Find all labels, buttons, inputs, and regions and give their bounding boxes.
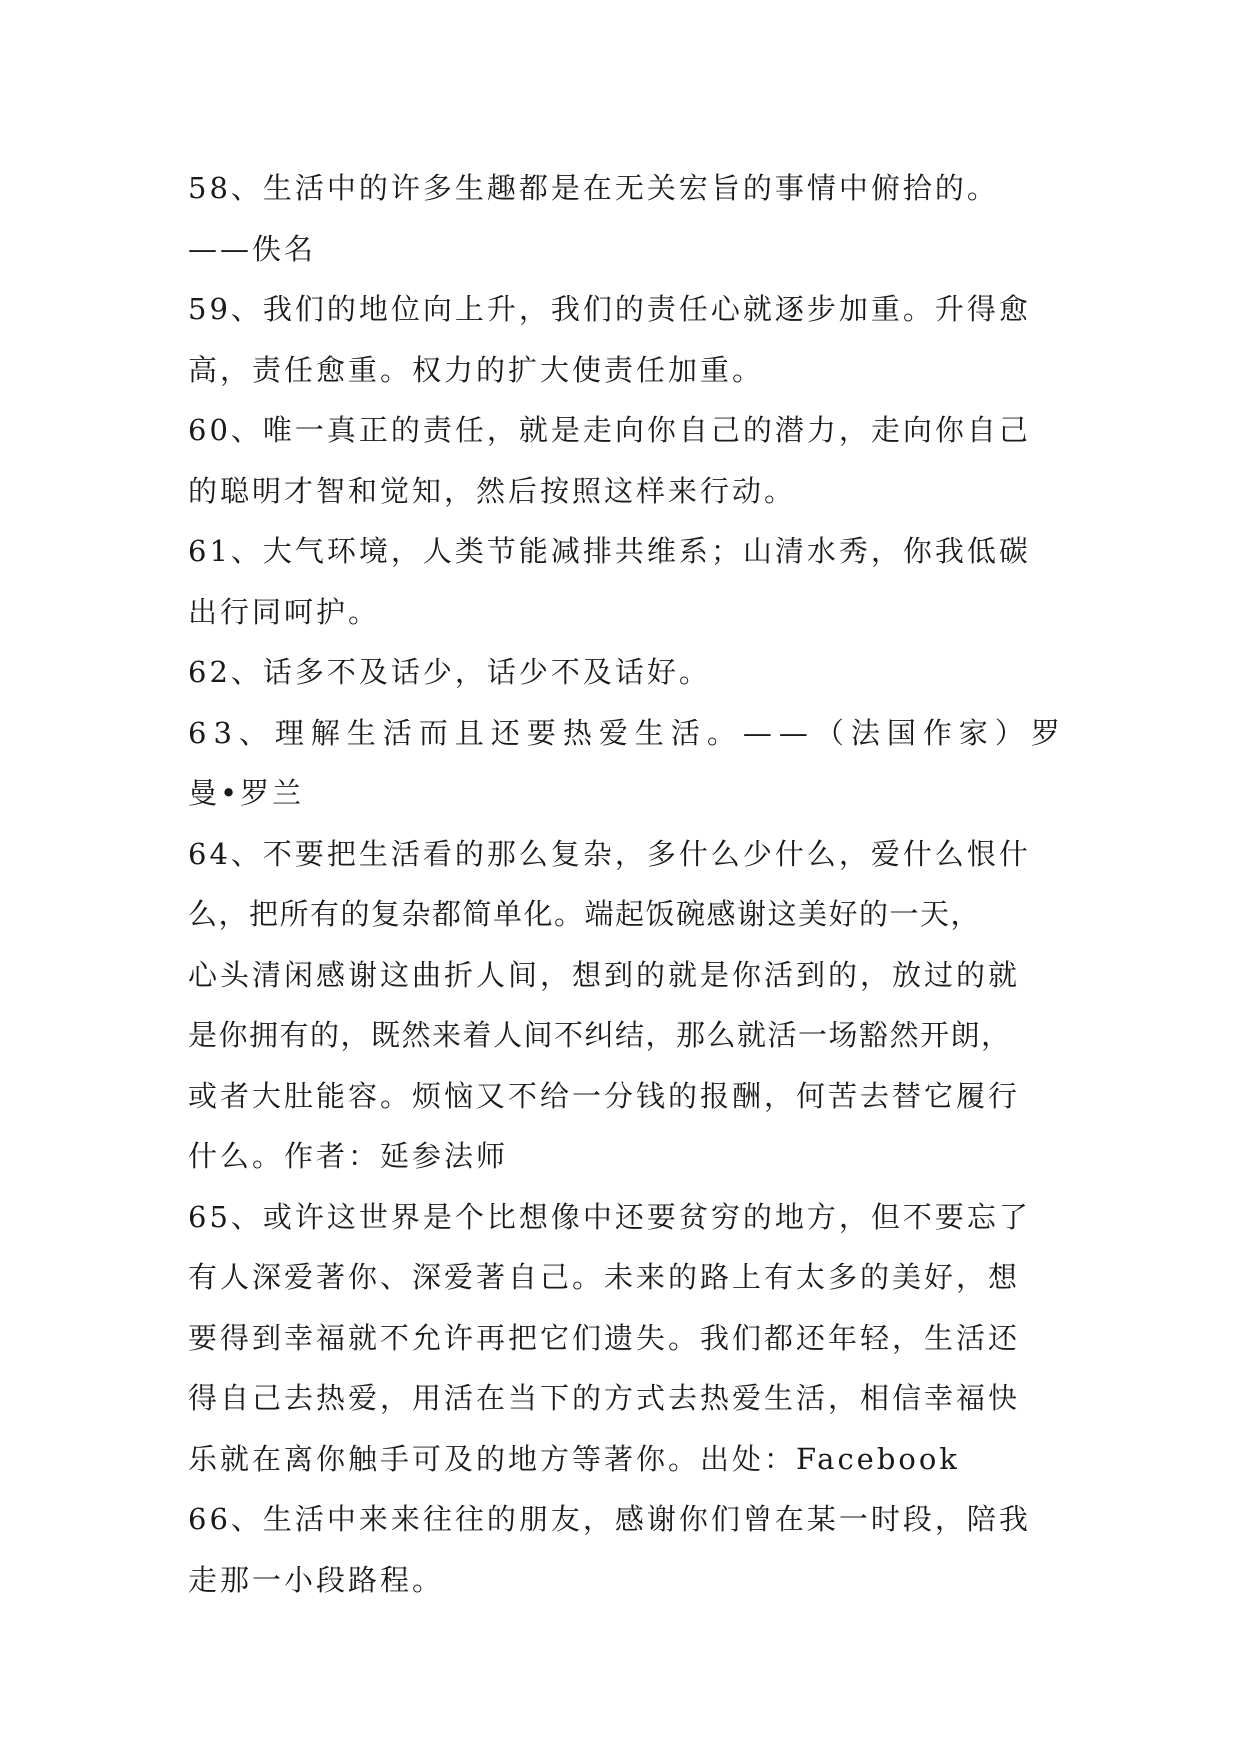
text-line: 心头清闲感谢这曲折人间，想到的就是你活到的，放过的就 bbox=[188, 957, 1021, 992]
text-line: 63、理解生活而且还要热爱生活。——（法国作家）罗 bbox=[188, 715, 1067, 750]
text-line: 66、生活中来来往往的朋友，感谢你们曾在某一时段，陪我 bbox=[188, 1502, 1031, 1536]
text-line: 高，责任愈重。权力的扩大使责任加重。 bbox=[188, 352, 765, 387]
text-line: 么，把所有的复杂都简单化。端起饭碗感谢这美好的一天， bbox=[188, 897, 982, 931]
text-line: 曼•罗兰 bbox=[188, 776, 305, 810]
text-line: 出行同呵护。 bbox=[188, 594, 381, 629]
text-line: 62、话多不及话少，话少不及话好。 bbox=[188, 655, 711, 689]
text-line: 58、生活中的许多生趣都是在无关宏旨的事情中俯拾的。 bbox=[188, 171, 999, 205]
text-line: ——佚名 bbox=[188, 231, 317, 266]
text-line: 的聪明才智和觉知，然后按照这样来行动。 bbox=[188, 473, 797, 508]
text-line: 64、不要把生活看的那么复杂，多什么少什么，爱什么恨什 bbox=[188, 836, 1031, 871]
text-line: 要得到幸福就不允许再把它们遗失。我们都还年轻，生活还 bbox=[188, 1320, 1021, 1355]
text-line: 乐就在离你触手可及的地方等著你。出处：Facebook bbox=[188, 1441, 960, 1476]
text-line: 什么。作者：延参法师 bbox=[188, 1139, 509, 1173]
text-line: 得自己去热爱，用活在当下的方式去热爱生活，相信幸福快 bbox=[188, 1381, 1021, 1415]
text-line: 61、大气环境，人类节能减排共维系；山清水秀，你我低碳 bbox=[188, 534, 1031, 568]
text-line: 或者大肚能容。烦恼又不给一分钱的报酬，何苦去替它履行 bbox=[188, 1078, 1021, 1113]
text-line: 是你拥有的，既然来着人间不纠结，那么就活一场豁然开朗， bbox=[188, 1018, 1012, 1052]
text-line: 59、我们的地位向上升，我们的责任心就逐步加重。升得愈 bbox=[188, 292, 1031, 326]
document-body bbox=[188, 158, 1068, 1610]
text-line: 走那一小段路程。 bbox=[188, 1562, 445, 1597]
text-line: 有人深爱著你、深爱著自己。未来的路上有太多的美好，想 bbox=[188, 1260, 1021, 1294]
text-line: 65、或许这世界是个比想像中还要贫穷的地方，但不要忘了 bbox=[188, 1199, 1031, 1234]
text-line: 60、唯一真正的责任，就是走向你自己的潜力，走向你自己 bbox=[188, 413, 1031, 447]
